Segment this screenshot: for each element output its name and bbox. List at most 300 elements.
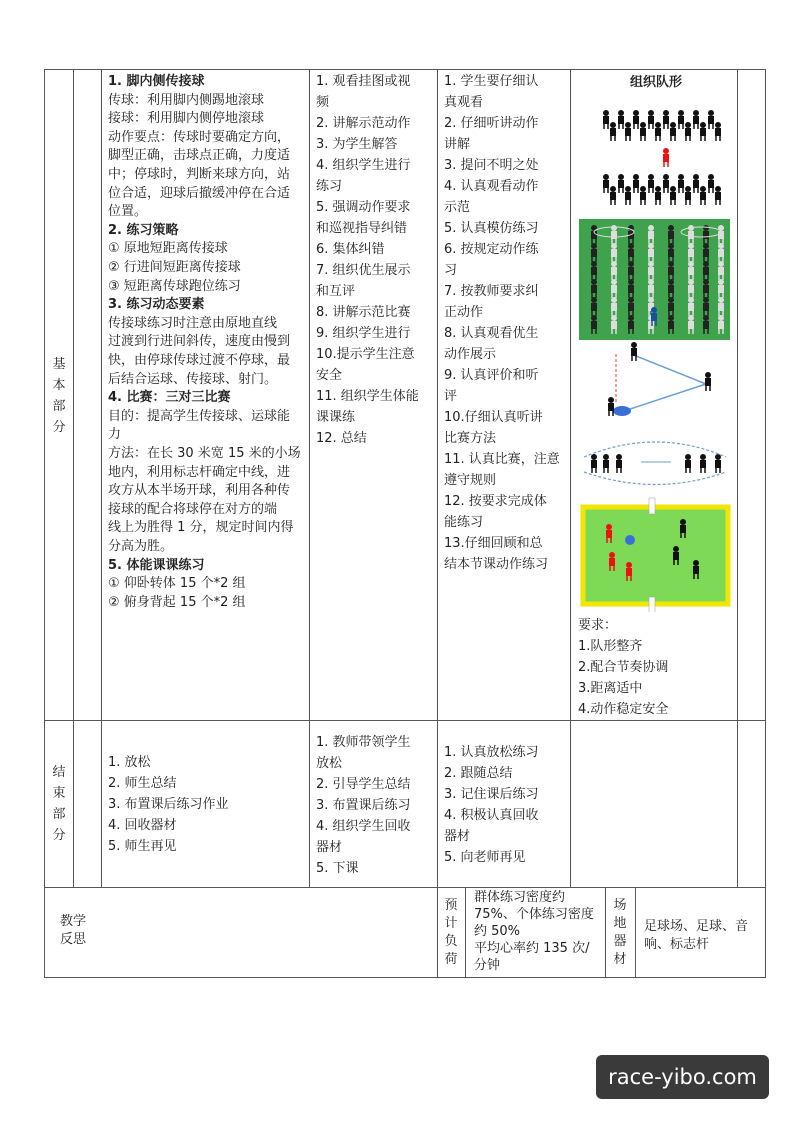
text-line: 2. 练习策略 — [108, 222, 179, 238]
drill-player-head — [628, 261, 634, 267]
drill-player-body — [688, 231, 694, 239]
drill-player-head — [628, 279, 634, 285]
text-line: 和互评 — [316, 284, 356, 299]
player-head — [708, 174, 714, 180]
player-body — [715, 128, 721, 136]
drill-player-body — [628, 249, 634, 257]
player-head — [670, 122, 676, 128]
text-line: 分高为胜。 — [108, 539, 174, 554]
text-line: 3. 为学生解答 — [316, 137, 398, 152]
drill-player-head — [703, 279, 709, 285]
col-divider-b — [101, 69, 102, 888]
drill-player-head — [648, 297, 654, 303]
text-line: 地内，利用标志杆确定中线，进 — [108, 464, 291, 480]
text-line: ③ 短距离传球跑位练习 — [108, 278, 241, 294]
player-body — [640, 128, 646, 136]
text-line: 2. 讲解示范动作 — [316, 116, 411, 131]
drill-player-body — [718, 303, 724, 311]
text-line: 10.仔细认真听讲 — [444, 410, 543, 425]
drill-player-body — [628, 321, 634, 329]
black-player-body — [680, 525, 686, 533]
drill-player-head — [591, 261, 597, 267]
drill-player-head — [688, 261, 694, 267]
text-line: 放松 — [316, 756, 343, 771]
drill-player-body — [611, 321, 617, 329]
pass-arrow — [631, 354, 706, 384]
drill-player-body — [703, 285, 709, 293]
player-head — [693, 110, 699, 116]
text-line: 9. 认真评价和听 — [444, 368, 539, 383]
red-player-head — [626, 562, 632, 568]
player-head — [633, 174, 639, 180]
drill-player-body — [628, 285, 634, 293]
drill-player-body — [718, 285, 724, 293]
player-head — [640, 122, 646, 128]
drill-player-body — [668, 285, 674, 293]
drill-player-head — [668, 297, 674, 303]
text-line: 线上为胜得 1 分，规定时间内得 — [108, 520, 294, 536]
text-line: 和巡视指导纠错 — [316, 221, 408, 236]
drill-player-head — [718, 315, 724, 321]
text-line: 5. 强调动作要求 — [316, 200, 411, 215]
text-line: 5. 认真模仿练习 — [444, 221, 539, 236]
drill-player-head — [668, 261, 674, 267]
text-line: 13.仔细回顾和总 — [444, 536, 543, 551]
text-line: 1. 教师带领学生 — [316, 735, 411, 750]
player-head — [648, 174, 654, 180]
drill-player-body — [611, 267, 617, 275]
drill-player-head — [703, 243, 709, 249]
group-player-head — [603, 454, 609, 460]
drill-player-head — [648, 243, 654, 249]
formation-diagrams — [576, 92, 736, 612]
text-line: 后结合运球、传接球、射门。 — [108, 371, 278, 387]
drill-player-head — [688, 315, 694, 321]
player-head — [625, 186, 631, 192]
text-line: 中；停球时，判断来球方向，站 — [108, 167, 291, 182]
text-line: 要求： — [578, 618, 618, 633]
red-player-body — [609, 558, 615, 566]
text-line: 动作展示 — [444, 347, 497, 362]
drill-player-head — [611, 279, 617, 285]
text-line: 1. 学生要仔细认 — [444, 74, 539, 89]
player-head — [693, 174, 699, 180]
text-line: 传接球练习时注意由原地直线 — [108, 315, 278, 331]
row-divider-2 — [44, 887, 765, 888]
player-body — [655, 128, 661, 136]
group-player-head — [685, 454, 691, 460]
text-line: 5. 下课 — [316, 861, 359, 876]
col-divider-h — [605, 887, 606, 978]
text-line: 位置。 — [108, 204, 148, 220]
text-line: 攻方从本半场开球，利用各种传 — [108, 483, 291, 499]
drill-player-head — [688, 243, 694, 249]
drill-player-head — [668, 315, 674, 321]
text-line: 课课练 — [316, 410, 356, 425]
drill-player-head — [591, 243, 597, 249]
col-divider-a — [73, 69, 74, 888]
drill-player-head — [703, 225, 709, 231]
text-line: ② 行进间短距离传接球 — [108, 260, 241, 275]
text-line: 5. 师生再见 — [108, 839, 177, 854]
player-head — [648, 110, 654, 116]
text-line: 器材 — [444, 829, 471, 844]
text-line: 响、标志杆 — [644, 937, 710, 952]
text-line: 3. 提问不明之处 — [444, 158, 539, 173]
drill-player-body — [668, 267, 674, 275]
text-line: 正动作 — [444, 305, 484, 320]
text-line: 真观看 — [444, 95, 484, 110]
text-line: 5. 向老师再见 — [444, 850, 526, 865]
drill-player-head — [628, 297, 634, 303]
player-head — [655, 122, 661, 128]
text-line: 习 — [444, 263, 458, 278]
drill-player-body — [628, 267, 634, 275]
drill-player-body — [648, 249, 654, 257]
drill-player-head — [688, 297, 694, 303]
player-body — [640, 192, 646, 200]
black-player-body — [693, 566, 699, 574]
player-head — [685, 186, 691, 192]
player-body — [603, 116, 609, 124]
coach-player-body — [651, 313, 657, 321]
drill-player-head — [703, 315, 709, 321]
text-line: 讲解 — [444, 137, 471, 152]
text-line: 3.距离适中 — [578, 681, 643, 696]
player-head — [610, 186, 616, 192]
text-line: 12. 总结 — [316, 431, 367, 446]
red-player-body — [626, 568, 632, 576]
text-line: 8. 认真观看优生 — [444, 326, 539, 341]
group-player-body — [700, 460, 706, 468]
table-border-left — [44, 69, 45, 978]
group-player-head — [700, 454, 706, 460]
player-head — [640, 186, 646, 192]
receiver-head — [705, 372, 711, 378]
text-line: 5. 体能课课练习 — [108, 557, 205, 573]
drill-player-body — [668, 303, 674, 311]
text-line: 平均心率约 135 次/ — [474, 941, 590, 956]
text-line: 力 — [108, 427, 122, 443]
text-line: 目的：提高学生传接球、运球能 — [108, 408, 291, 424]
player-body — [603, 180, 609, 188]
text-line: 12. 按要求完成体 — [444, 494, 547, 509]
group-player-body — [591, 460, 597, 468]
text-line: 4. 组织学生回收 — [316, 819, 411, 834]
text-line: 7. 按教师要求纠 — [444, 284, 539, 299]
goal-marker — [649, 498, 655, 514]
text-line: ① 原地短距离传接球 — [108, 241, 228, 257]
text-line: 2. 跟随总结 — [444, 766, 513, 781]
table-border-top — [44, 69, 765, 70]
drill-player-body — [591, 267, 597, 275]
drill-player-body — [668, 249, 674, 257]
drill-player-head — [668, 225, 674, 231]
text-line: 11. 认真比赛，注意 — [444, 452, 560, 467]
player-body — [625, 192, 631, 200]
drill-player-body — [703, 231, 709, 239]
player-body — [618, 116, 624, 124]
player-head — [618, 174, 624, 180]
player-body — [670, 192, 676, 200]
group-player-body — [685, 460, 691, 468]
player-head — [618, 110, 624, 116]
text-line: 3. 布置课后练习作业 — [108, 797, 229, 812]
drill-player-body — [611, 303, 617, 311]
player-head — [670, 186, 676, 192]
text-line: 1.队形整齐 — [578, 639, 643, 654]
load-label: 预计负荷 — [444, 898, 458, 967]
text-line: 11. 组织学生体能 — [316, 389, 419, 404]
drill-player-head — [591, 315, 597, 321]
drill-player-body — [591, 321, 597, 329]
player-head — [715, 186, 721, 192]
col-divider-g — [465, 887, 466, 978]
group-player-body — [616, 460, 622, 468]
text-line: 6. 集体纠错 — [316, 242, 385, 257]
player-head — [603, 110, 609, 116]
text-line: 2.配合节奏协调 — [578, 660, 669, 675]
drill-player-body — [611, 231, 617, 239]
row-divider-1 — [44, 720, 765, 721]
drill-player-head — [703, 261, 709, 267]
text-line: ② 俯身背起 15 个*2 组 — [108, 594, 246, 610]
player-head — [625, 122, 631, 128]
player-head — [700, 122, 706, 128]
player-head — [700, 186, 706, 192]
ball — [613, 406, 631, 416]
red-player-head — [609, 552, 615, 558]
text-line: 4.动作稳定安全 — [578, 702, 669, 717]
black-player-head — [680, 519, 686, 525]
player-body — [625, 128, 631, 136]
text-line: 9. 组织学生进行 — [316, 326, 411, 341]
group-player-body — [715, 460, 721, 468]
text-line: 3. 练习动态要素 — [108, 297, 205, 313]
black-player-head — [673, 546, 679, 552]
text-line: 75%、个体练习密度 — [474, 907, 594, 922]
teacher-player-head — [663, 148, 669, 154]
player-body — [663, 116, 669, 124]
text-line: 4. 认真观看动作 — [444, 179, 539, 194]
drill-player-body — [668, 321, 674, 329]
drill-player-head — [718, 279, 724, 285]
drill-player-head — [718, 261, 724, 267]
group-player-head — [591, 454, 597, 460]
drill-player-body — [591, 249, 597, 257]
pitch — [583, 507, 728, 604]
player-head — [678, 174, 684, 180]
red-player-body — [606, 530, 612, 538]
col-divider-e — [570, 69, 571, 888]
text-line: 10.提示学生注意 — [316, 347, 415, 362]
player-head — [610, 122, 616, 128]
drill-player-body — [718, 267, 724, 275]
runner-body — [631, 348, 637, 356]
text-line: 2. 师生总结 — [108, 776, 177, 791]
text-line: 4. 回收器材 — [108, 818, 177, 833]
col-divider-f — [737, 69, 738, 888]
coach-player-head — [651, 307, 657, 313]
table-border-bottom — [44, 977, 765, 978]
player-head — [685, 122, 691, 128]
text-line: 分钟 — [474, 958, 501, 973]
drill-player-head — [611, 297, 617, 303]
text-line: 安全 — [316, 368, 343, 383]
passer-body — [608, 403, 614, 411]
player-body — [678, 180, 684, 188]
player-body — [663, 180, 669, 188]
end-section-label: 结束部分 — [52, 765, 66, 843]
text-line: 4. 比赛：三对三比赛 — [108, 390, 231, 406]
player-body — [648, 116, 654, 124]
col-divider-c — [309, 69, 310, 888]
text-line: 评 — [444, 389, 458, 404]
text-line: 6. 按规定动作练 — [444, 242, 539, 257]
text-line: 遵守规则 — [444, 473, 497, 488]
drill-player-body — [688, 249, 694, 257]
col-divider-i — [635, 887, 636, 978]
drill-player-body — [703, 321, 709, 329]
drill-player-body — [611, 285, 617, 293]
drill-player-body — [648, 285, 654, 293]
player-head — [715, 122, 721, 128]
text-line: 能练习 — [444, 515, 484, 530]
player-head — [663, 110, 669, 116]
drill-player-head — [611, 315, 617, 321]
text-line: 传球：利用脚内侧踢地滚球 — [108, 92, 265, 108]
player-body — [693, 116, 699, 124]
drill-player-head — [648, 279, 654, 285]
text-line: 过渡到行进间斜传，速度由慢到 — [108, 334, 291, 350]
player-body — [700, 128, 706, 136]
pitch-ball — [625, 535, 635, 545]
group-player-head — [715, 454, 721, 460]
player-body — [678, 116, 684, 124]
text-line: 4. 组织学生进行 — [316, 158, 411, 173]
text-line: 脚型正确，击球点正确，力度适 — [108, 148, 291, 164]
player-body — [670, 128, 676, 136]
drill-player-body — [718, 321, 724, 329]
drill-player-body — [703, 303, 709, 311]
player-head — [663, 174, 669, 180]
player-body — [633, 116, 639, 124]
col-divider-d — [437, 69, 438, 978]
text-line: 器材 — [316, 840, 343, 855]
drill-player-body — [648, 321, 654, 329]
text-line: 1. 观看挂图或视 — [316, 74, 411, 89]
player-body — [685, 192, 691, 200]
drill-player-head — [648, 261, 654, 267]
text-line: 3. 布置课后练习 — [316, 798, 411, 813]
text-line: 1. 放松 — [108, 755, 151, 770]
drill-player-body — [688, 303, 694, 311]
text-line: 频 — [316, 95, 330, 110]
player-body — [610, 192, 616, 200]
drill-player-body — [703, 249, 709, 257]
basic-section-label: 基本部分 — [52, 357, 66, 435]
drill-player-body — [628, 303, 634, 311]
player-head — [633, 110, 639, 116]
player-body — [700, 192, 706, 200]
drill-player-head — [591, 297, 597, 303]
drill-player-body — [718, 249, 724, 257]
text-line: 方法：在长 30 米宽 15 米的小场 — [108, 446, 301, 461]
text-line: 足球场、足球、音 — [644, 919, 749, 934]
text-line: 2. 引导学生总结 — [316, 777, 411, 792]
teacher-player-body — [663, 154, 669, 162]
text-line: 群体练习密度约 — [474, 890, 566, 905]
drill-player-head — [718, 243, 724, 249]
group-player-body — [603, 460, 609, 468]
text-line: 比赛方法 — [444, 431, 497, 446]
drill-player-body — [688, 321, 694, 329]
reflection-label: 教学反思 — [59, 914, 86, 947]
text-line: 接球的配合将球停在对方的端 — [108, 501, 278, 517]
player-body — [610, 128, 616, 136]
text-line: 动作要点：传球时要确定方向， — [108, 129, 291, 145]
text-line: 接球：利用脚内侧停地滚球 — [108, 111, 265, 127]
drill-player-head — [611, 261, 617, 267]
text-line: 练习 — [316, 179, 343, 194]
player-head — [655, 186, 661, 192]
player-body — [648, 180, 654, 188]
text-line: 7. 组织优生展示 — [316, 263, 411, 278]
text-line: 示范 — [444, 200, 471, 215]
drill-player-head — [718, 297, 724, 303]
drill-player-head — [628, 243, 634, 249]
text-line: 1. 脚内侧传接球 — [108, 74, 205, 89]
text-line: 结本节课动作练习 — [444, 557, 549, 572]
drill-player-body — [591, 285, 597, 293]
goal-marker — [649, 597, 655, 612]
group-player-head — [616, 454, 622, 460]
pass-arrow — [621, 384, 706, 412]
drill-player-head — [611, 225, 617, 231]
player-body — [655, 192, 661, 200]
drill-player-body — [668, 231, 674, 239]
player-body — [633, 180, 639, 188]
receiver-body — [705, 378, 711, 386]
player-head — [603, 174, 609, 180]
text-line: 位合适，迎球后撤缓冲停在合适 — [108, 185, 291, 201]
player-head — [678, 110, 684, 116]
player-head — [708, 110, 714, 116]
black-player-head — [693, 560, 699, 566]
table-border-right — [765, 69, 766, 978]
drill-player-head — [611, 243, 617, 249]
drill-player-body — [591, 303, 597, 311]
text-line: 快，由停球传球过渡不停球，最 — [108, 353, 291, 368]
watermark: race-yibo.com — [596, 1055, 769, 1099]
text-line: 约 50% — [474, 924, 521, 939]
passer-head — [608, 397, 614, 403]
drill-player-body — [611, 249, 617, 257]
drill-player-body — [648, 231, 654, 239]
player-body — [618, 180, 624, 188]
exchange-arc — [584, 472, 726, 485]
drill-player-head — [668, 243, 674, 249]
drill-player-body — [703, 267, 709, 275]
red-player-head — [606, 524, 612, 530]
text-line: ① 仰卧转体 15 个*2 组 — [108, 576, 246, 592]
text-line: 1. 认真放松练习 — [444, 745, 539, 760]
drill-player-head — [628, 315, 634, 321]
drill-player-head — [591, 279, 597, 285]
drill-player-body — [648, 267, 654, 275]
drill-player-head — [688, 279, 694, 285]
drill-player-body — [688, 285, 694, 293]
